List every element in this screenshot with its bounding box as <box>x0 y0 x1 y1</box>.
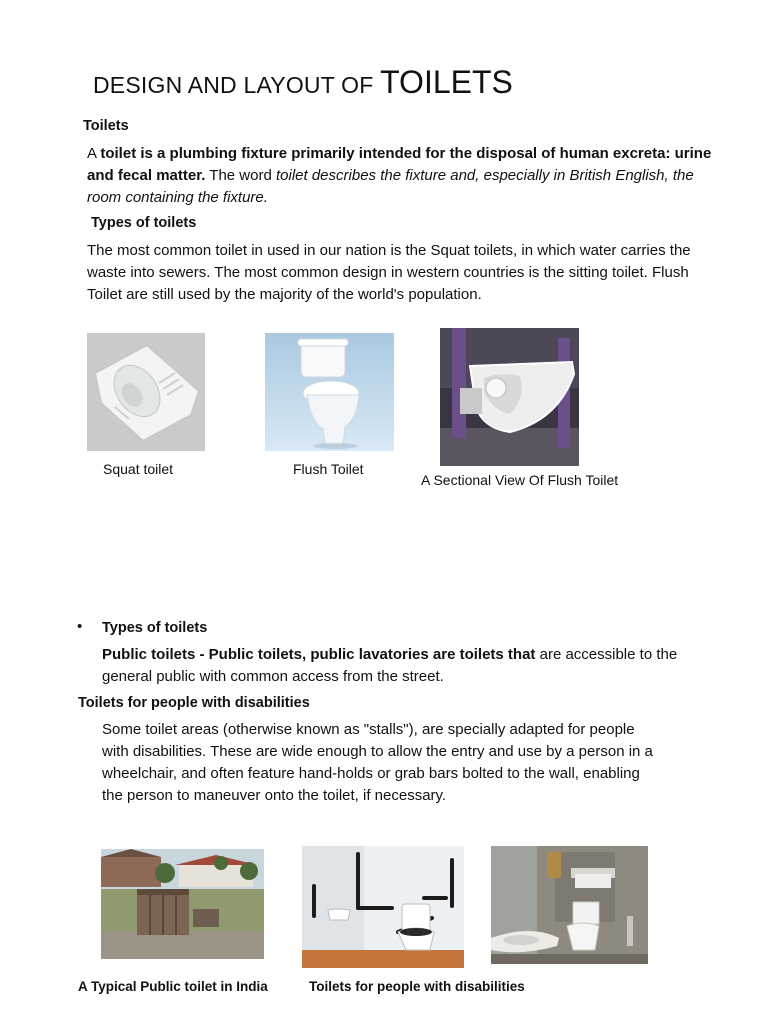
flush-toilet-image <box>265 333 394 451</box>
definition-mid: The word <box>205 167 276 184</box>
heading-types-of-toilets: Types of toilets <box>91 215 197 231</box>
disabled-toilet-grab-bars-image <box>302 846 464 968</box>
public-toilet-india-image <box>101 849 264 959</box>
accessible-bathroom-image <box>491 846 648 964</box>
page-title <box>93 64 513 101</box>
caption-squat-toilet: Squat toilet <box>103 461 174 477</box>
paragraph-public-toilets <box>102 644 682 688</box>
heading-types-of-toilets-2: Types of toilets <box>102 620 208 636</box>
squat-toilet-image <box>87 333 205 451</box>
public-toilets-rest: are accessible to the general public with common access from the street. <box>102 646 678 685</box>
definition-bold: toilet is a plumbing fixture primarily intended for the disposal of human excreta: urine and fecal matter. <box>87 145 712 184</box>
heading-toilets: Toilets <box>83 118 129 134</box>
caption-public-toilet-india: A Typical Public toilet in India <box>78 979 268 994</box>
definition-italic: toilet describes the fixture and, especially in British English, the room containing the fixture. <box>87 167 694 206</box>
definition-lead: A <box>87 145 101 162</box>
public-toilets-bold: Public toilets - Public toilets, public lavatories are toilets that <box>102 646 536 663</box>
title-main: TOILETS <box>380 64 513 100</box>
paragraph-types: The most common toilet in used in our nation is the Squat toilets, in which water carries the waste into sewers. The most common design in western countries is the sitting toilet. Flush Toilet are still used by the majority of the world's population. <box>87 242 691 303</box>
paragraph-disabilities: Some toilet areas (otherwise known as "stalls"), are specially adapted for people with disabilities. These are wide enough to allow the entry and use by a person in a wheelchair, and often feature hand-holds or grab bars bolted to the wall, enabling the person to maneuver onto the toilet, if necessary. <box>102 721 653 804</box>
caption-sectional-view: A Sectional View Of Flush Toilet <box>421 472 619 488</box>
bullet: • <box>77 618 83 635</box>
caption-disabled-toilets: Toilets for people with disabilities <box>309 979 525 994</box>
heading-disabilities: Toilets for people with disabilities <box>78 695 310 711</box>
paragraph-toilet-definition <box>87 143 717 209</box>
flush-toilet-section-image <box>440 328 579 466</box>
title-prefix: DESIGN AND LAYOUT OF <box>93 72 381 98</box>
caption-flush-toilet: Flush Toilet <box>293 461 364 477</box>
